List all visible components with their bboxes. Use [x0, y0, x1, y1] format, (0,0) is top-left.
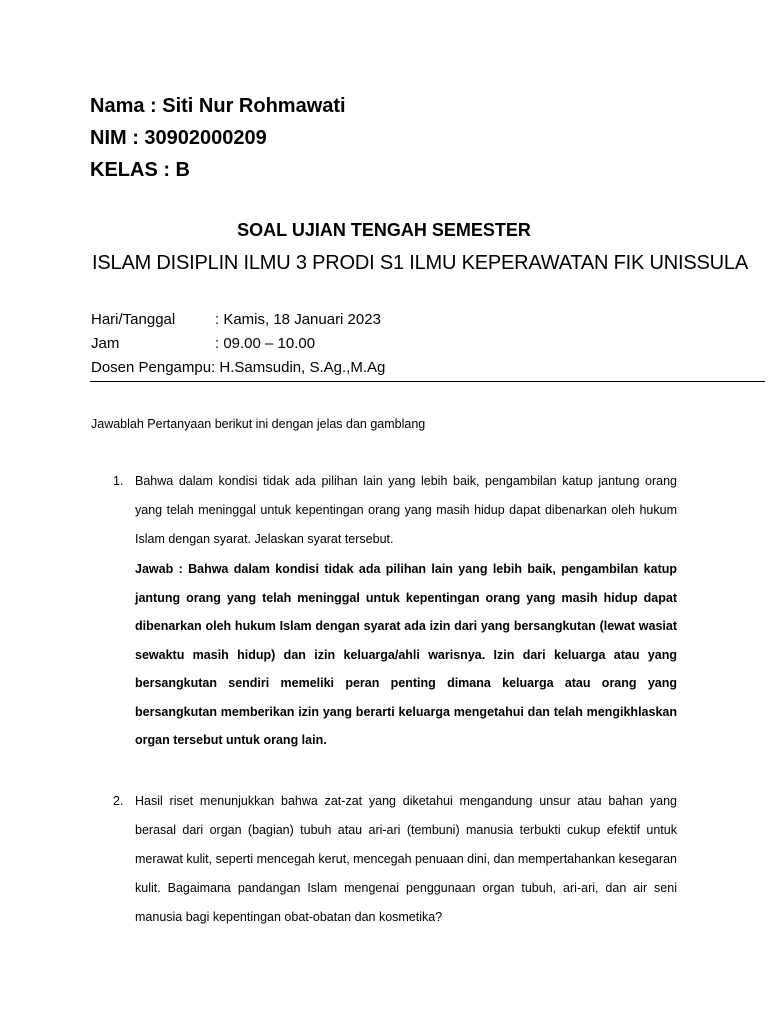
exam-title: SOAL UJIAN TENGAH SEMESTER	[237, 220, 531, 240]
student-nim: NIM : 30902000209	[90, 127, 267, 149]
exam-subtitle: ISLAM DISIPLIN ILMU 3 PRODI S1 ILMU KEPERAWATAN FIK UNISSULA	[92, 252, 748, 274]
student-class: KELAS : B	[90, 159, 190, 181]
exam-info-value: : Kamis, 18 Januari 2023	[215, 311, 381, 328]
question-text: Hasil riset menunjukkan bahwa zat-zat yang diketahui mengandung unsur atau bahan yang berasal dari organ (bagian) tubuh atau ari-ari (tembuni) manusia terbukti cukup efektif untuk merawat kulit, seperti mencegah kerut, mencegah penuaan dini, dan mempertahankan kesegaran kulit. Bagaimana pandangan Islam mengenai penggunaan organ tubuh, ari-ari, dan air seni manusia bagi kepentingan obat-obatan dan kosmetika?	[135, 794, 677, 924]
exam-info-row-time	[91, 332, 385, 356]
answer-text: Jawab : Bahwa dalam kondisi tidak ada pilihan lain yang lebih baik, pengambilan katup jantung orang yang telah meninggal untuk kepentingan orang yang masih hidup dapat dibenarkan oleh hukum Islam dengan syarat ada izin dari yang bersangkutan (lewat wasiat sewaktu masih hidup) dan izin keluarga/ahli warisnya. Izin dari keluarga atau yang bersangkutan sendiri memeliki peran penting dimana keluarga atau orang yang bersangkutan memberikan izin yang berarti keluarga mengetahui dan telah mengikhlaskan organ tersebut untuk orang lain.	[135, 562, 677, 747]
student-name: Nama : Siti Nur Rohmawati	[90, 95, 346, 117]
question-number: 1.	[113, 474, 124, 488]
header-divider	[90, 381, 765, 382]
student-info	[90, 90, 346, 186]
exam-info-value: : H.Samsudin, S.Ag.,M.Ag	[211, 359, 386, 376]
instruction-text: Jawablah Pertanyaan berikut ini dengan jelas dan gamblang	[91, 417, 426, 431]
exam-info-label: Jam	[91, 335, 120, 352]
exam-info-label: Hari/Tanggal	[91, 311, 176, 328]
exam-info-row-lecturer	[91, 356, 385, 380]
exam-info-value: : 09.00 – 10.00	[215, 335, 316, 352]
question-text: Bahwa dalam kondisi tidak ada pilihan lain yang lebih baik, pengambilan katup jantung orang yang telah meninggal untuk kepentingan orang yang masih hidup dapat dibenarkan oleh hukum Islam dengan syarat. Jelaskan syarat tersebut.	[135, 474, 677, 546]
exam-info-row-date	[91, 308, 385, 332]
exam-info-label: Dosen Pengampu	[91, 359, 212, 376]
question-number: 2.	[113, 794, 124, 808]
exam-info	[91, 308, 385, 380]
